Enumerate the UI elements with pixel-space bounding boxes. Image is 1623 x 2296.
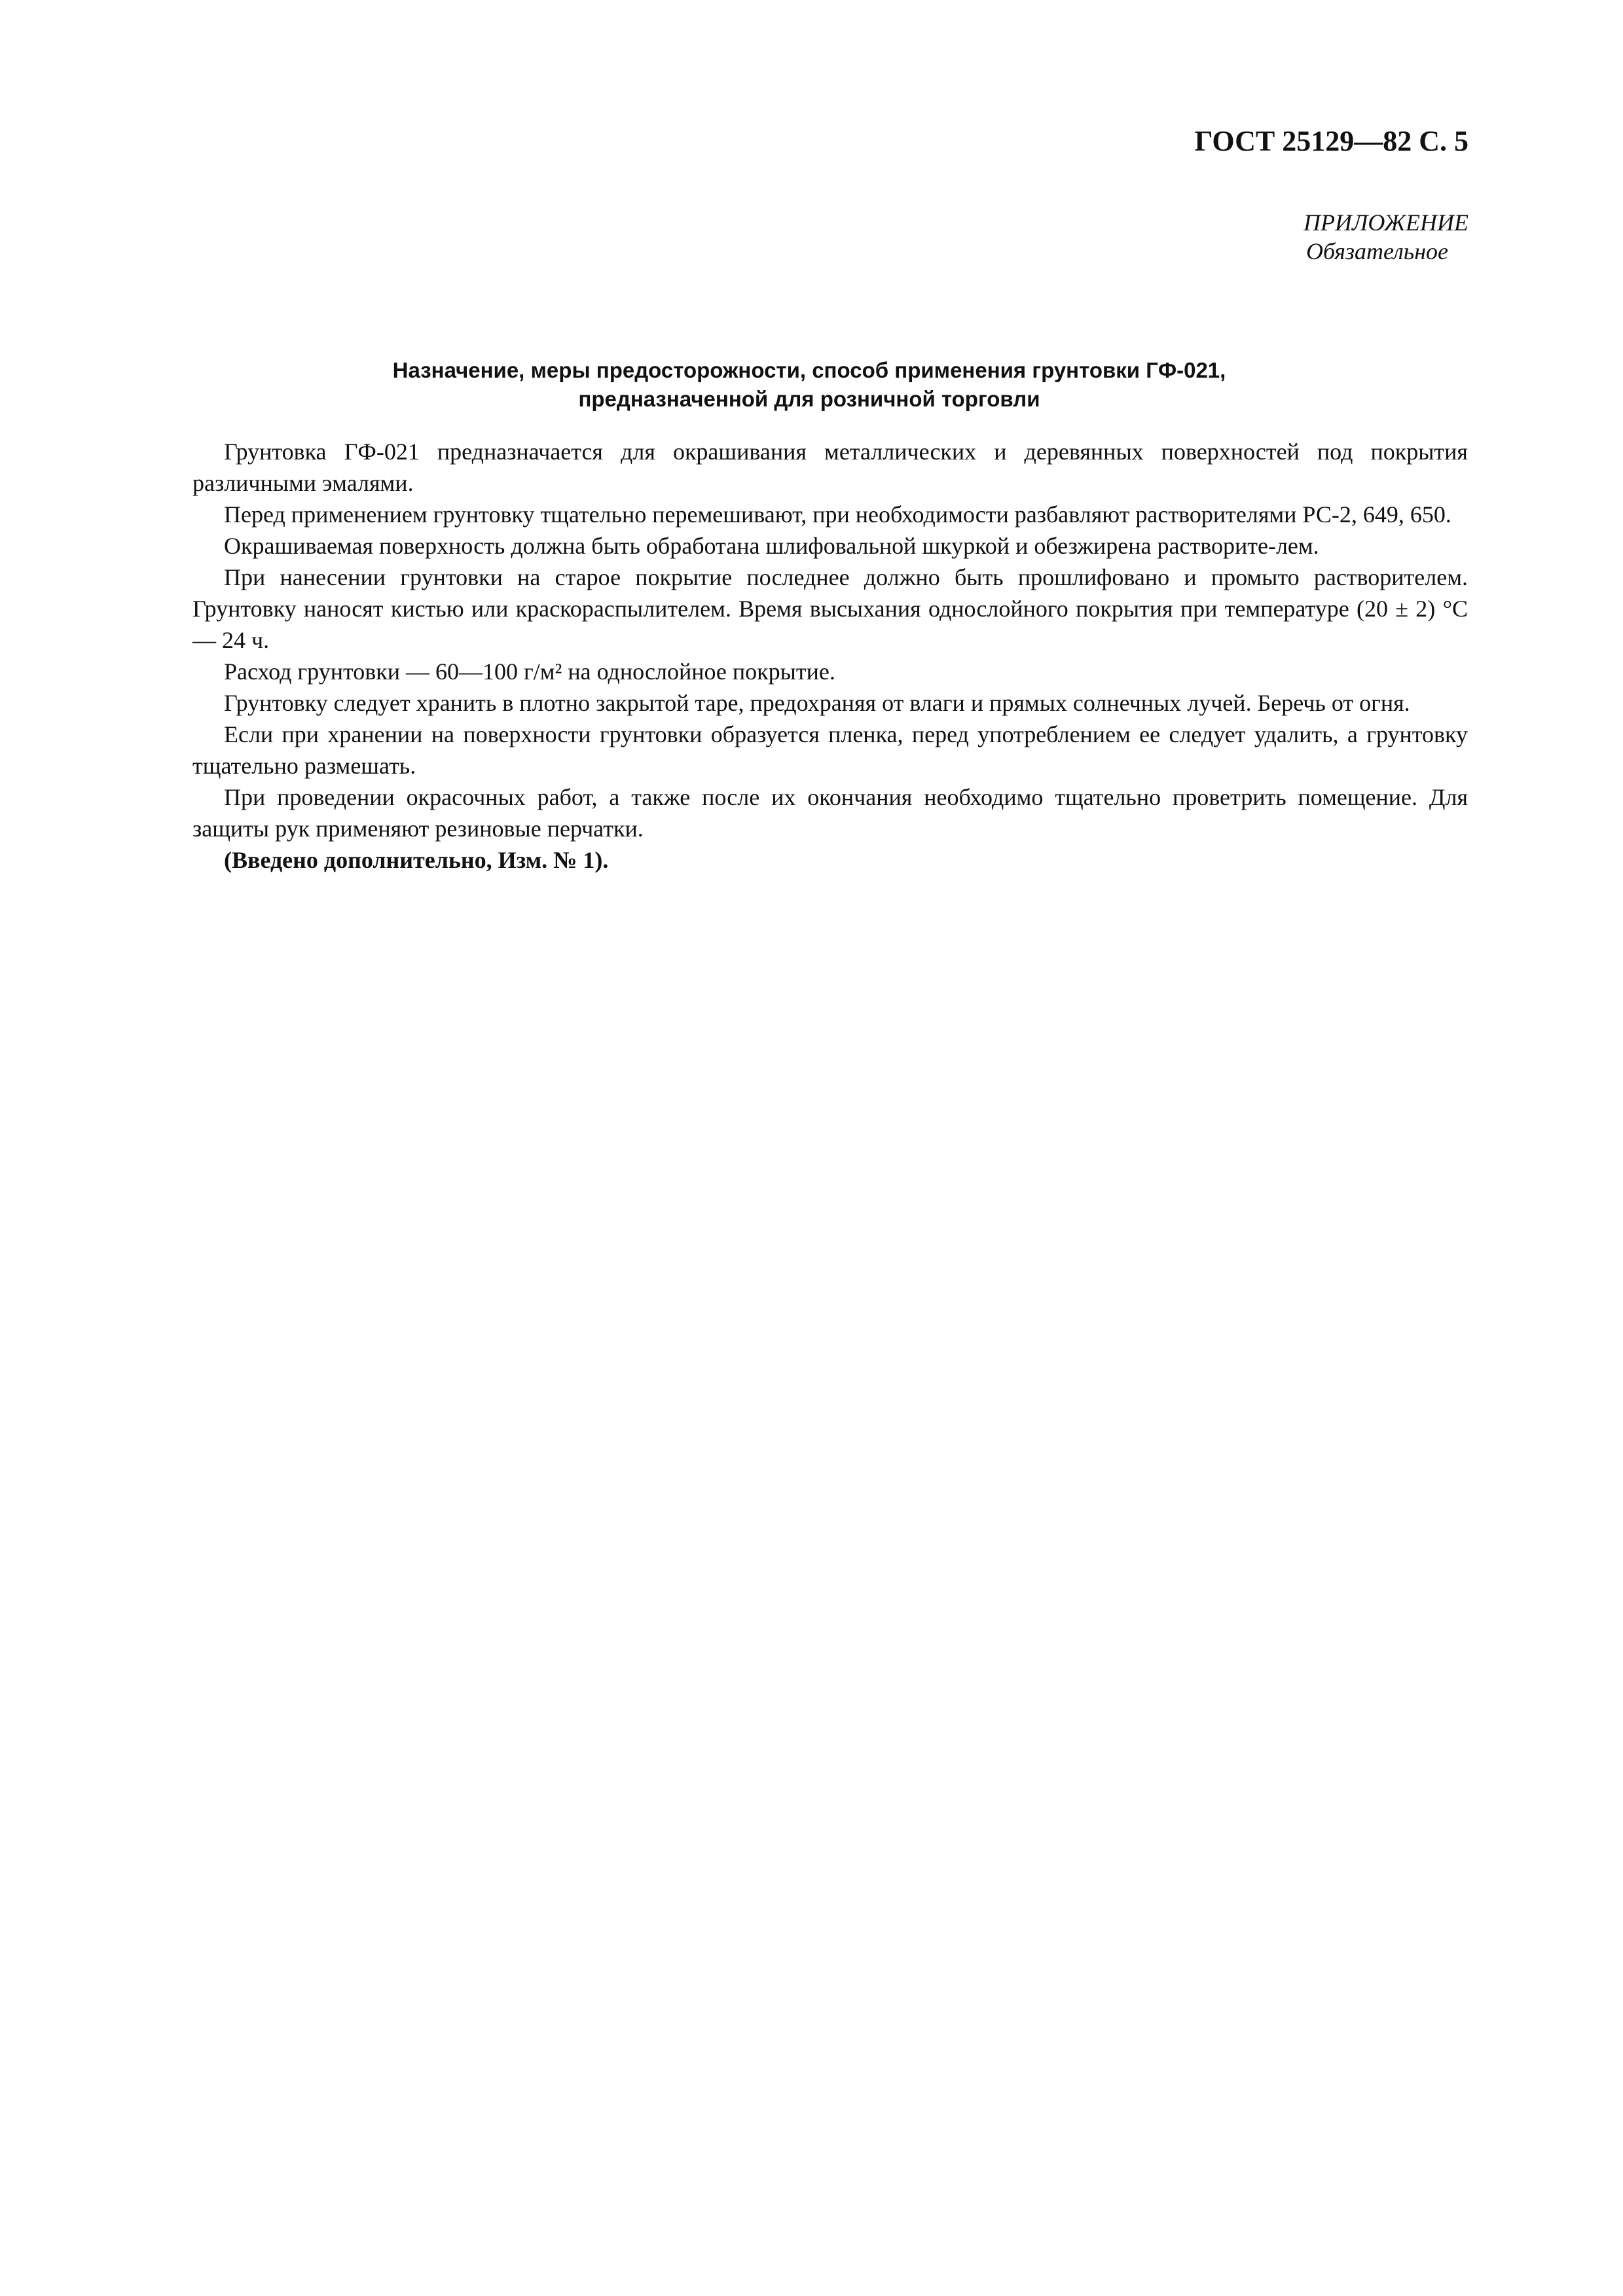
section-title-line-1: Назначение, меры предосторожности, способ применения грунтовки ГФ-021, (392, 358, 1226, 382)
paragraph-preparation: Перед применением грунтовку тщательно перемешивают, при необходимости разбавляют растворителями РС-2, 649, 650. (224, 501, 1451, 528)
paragraph-storage: Грунтовку следует хранить в плотно закрытой таре, предохраняя от влаги и прямых солнечных лучей. Беречь от огня. (224, 690, 1410, 716)
paragraph-application: При нанесении грунтовки на старое покрытие последнее должно быть прошлифовано и промыто растворителем. Грунтовку наносят кистью или краскораспылителем. Время высыхания однослойного покрытия при температуре (20 ± 2) °С — 24 ч. (192, 564, 1468, 653)
paragraph-surface: Окрашиваемая поверхность должна быть обработана шлифовальной шкуркой и обезжирена растворите-лем. (224, 533, 1319, 559)
appendix-label-block (1304, 208, 1468, 266)
page-header-reference: ГОСТ 25129—82 С. 5 (1194, 125, 1468, 157)
amendment-note: (Введено дополнительно, Изм. № 1). (224, 847, 609, 873)
section-title (155, 356, 1464, 414)
paragraph-purpose: Грунтовка ГФ-021 предназначается для окрашивания металлических и деревянных поверхностей под покрытия различными эмалями. (192, 439, 1468, 496)
document-body (192, 436, 1468, 876)
section-title-line-2: предназначенной для розничной торговли (578, 387, 1040, 411)
paragraph-ventilation: При проведении окрасочных работ, а также после их окончания необходимо тщательно проветрить помещение. Для защиты рук применяют резиновые перчатки. (192, 784, 1468, 842)
paragraph-film: Если при хранении на поверхности грунтовки образуется пленка, перед употреблением ее следует удалить, а грунтовку тщательно размешать. (192, 721, 1468, 779)
paragraph-consumption: Расход грунтовки — 60—100 г/м² на однослойное покрытие. (224, 658, 835, 685)
appendix-label: ПРИЛОЖЕНИЕ (1304, 209, 1468, 236)
appendix-status: Обязательное (1306, 238, 1449, 264)
